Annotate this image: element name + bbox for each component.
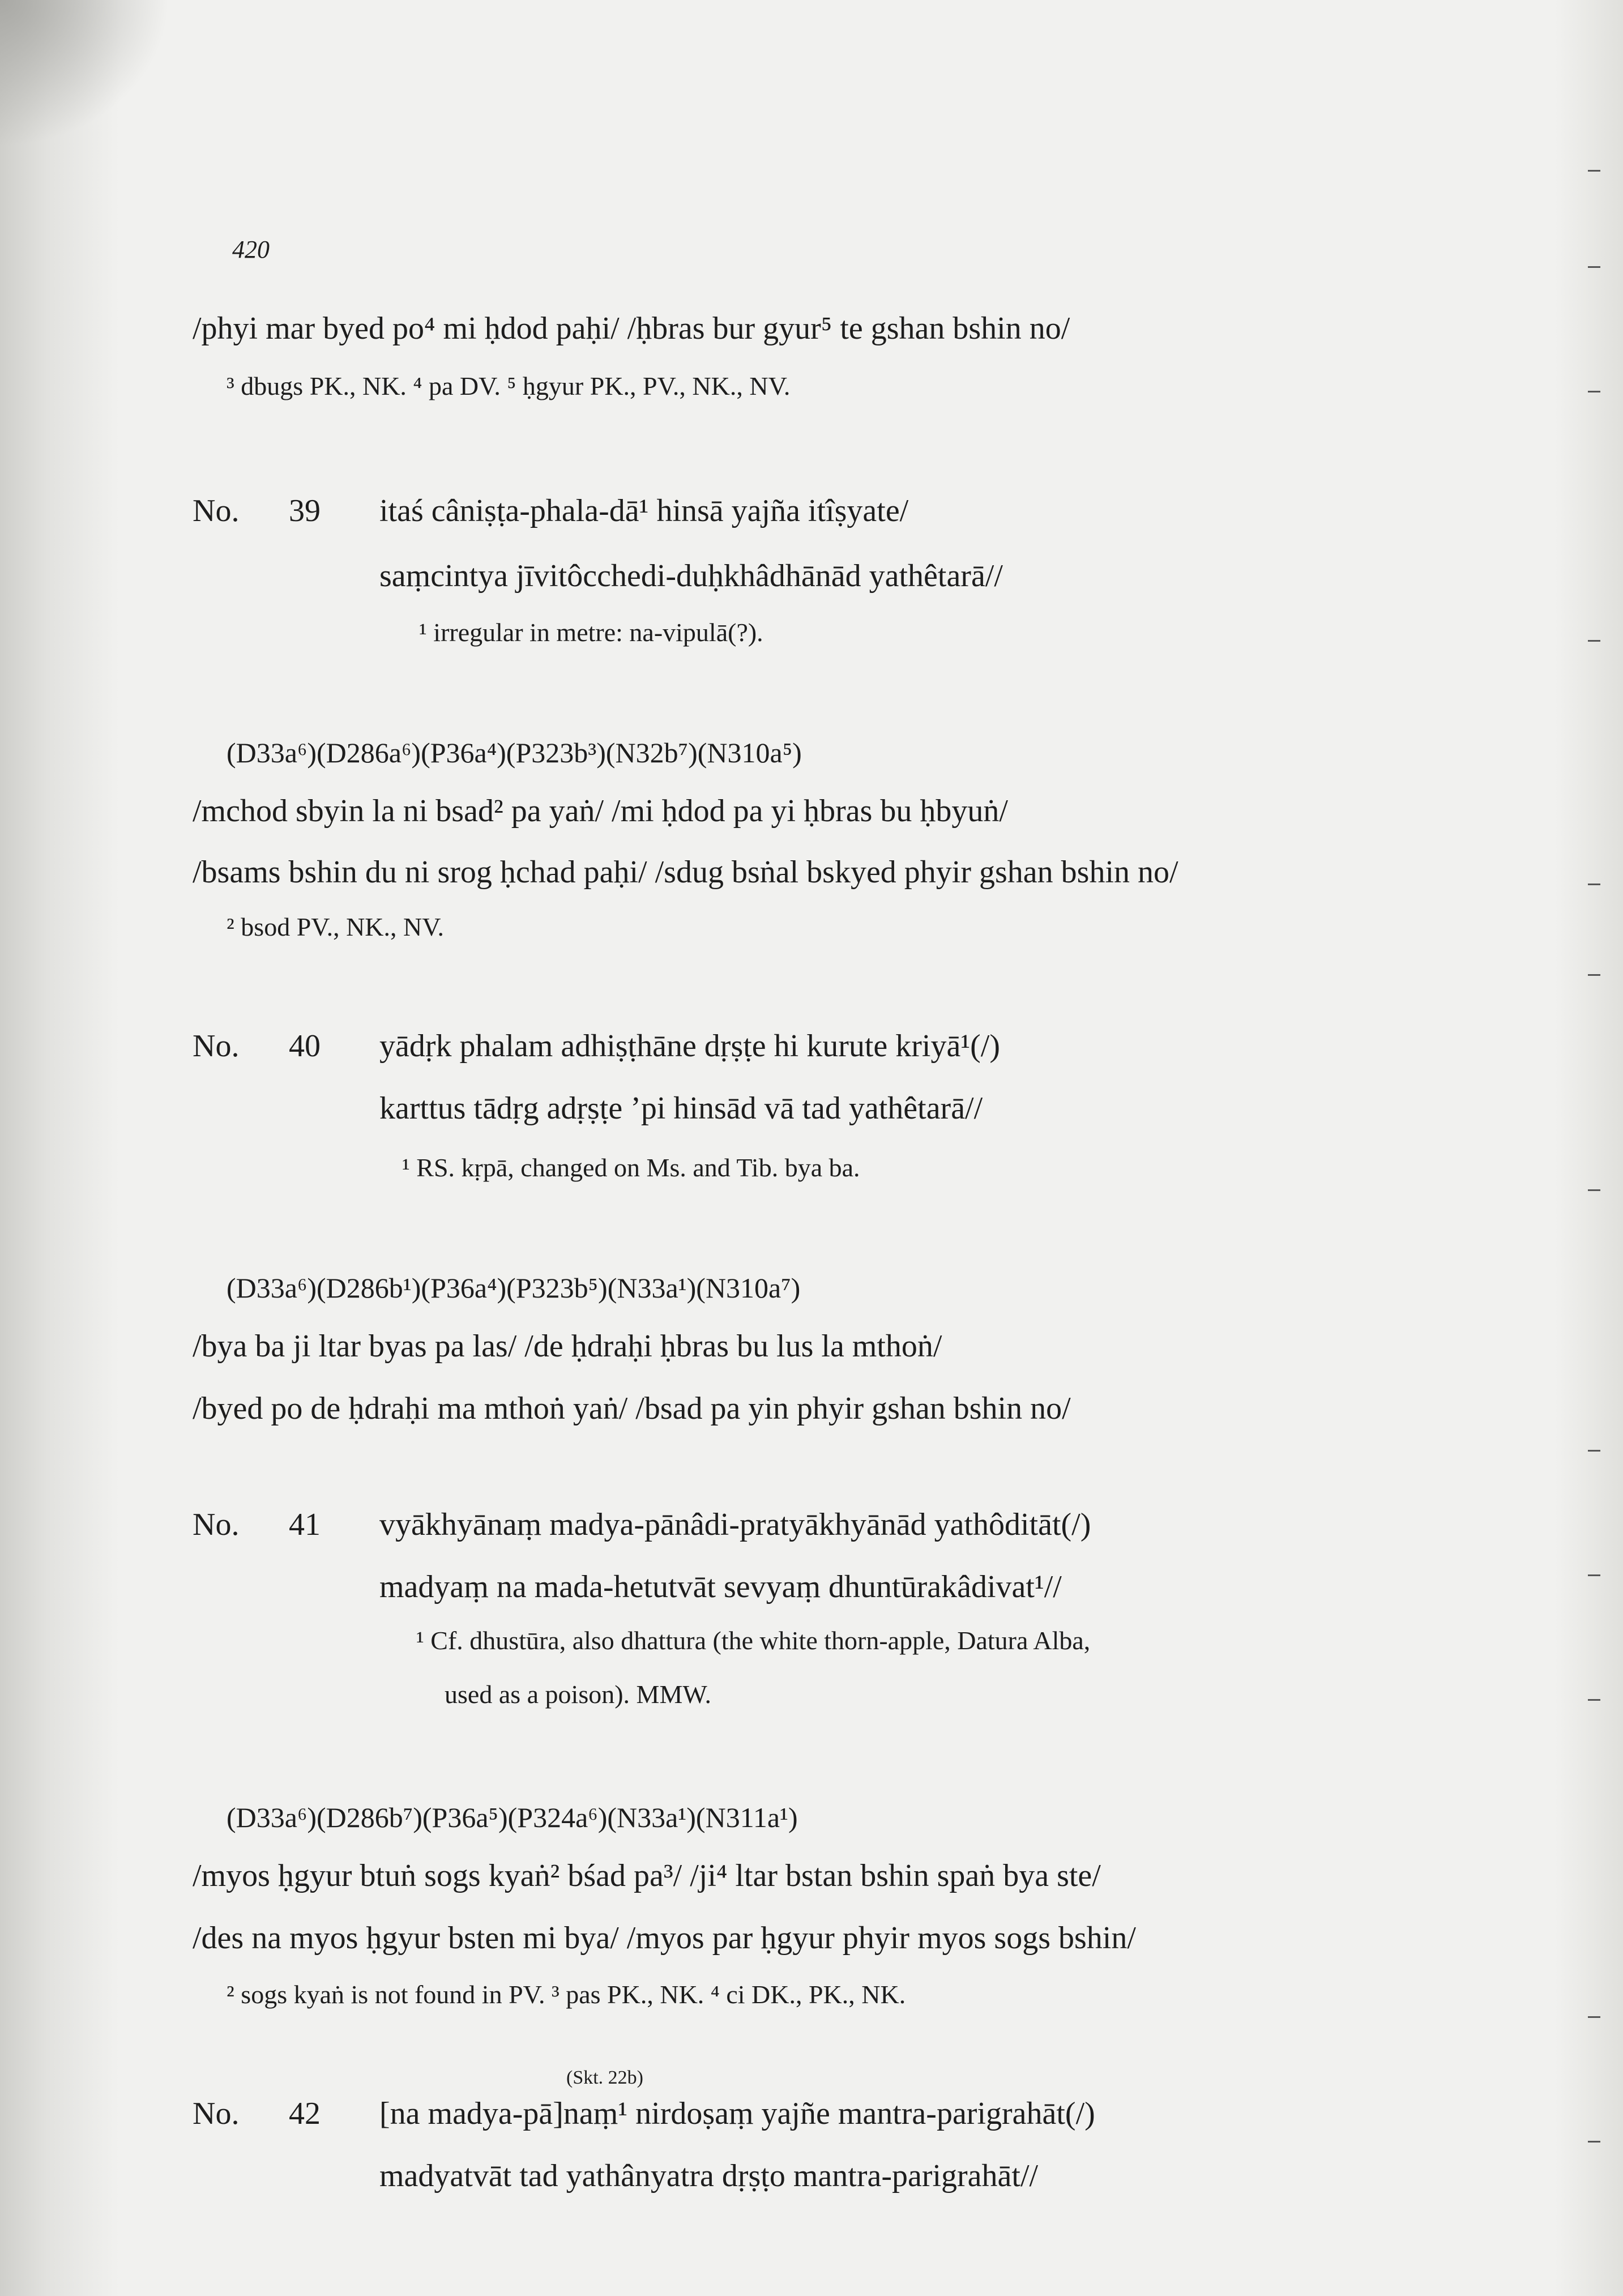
sanskrit-line: karttus tādṛg adṛṣṭe ’pi hinsād vā tad yathêtarā// <box>379 1091 983 1126</box>
sanskrit-line: vyākhyānaṃ madya-pānâdi-pratyākhyānād yathôditāt(/) <box>379 1507 1091 1542</box>
verse-number: 40 <box>289 1028 321 1064</box>
tibetan-line: /byed po de ḥdraḥi ma mthoṅ yaṅ/ /bsad pa yin phyir gshan bshin no/ <box>193 1391 1071 1426</box>
footnote: ² sogs kyaṅ is not found in PV. ³ pas PK., NK. ⁴ ci DK., PK., NK. <box>227 1980 906 2009</box>
scan-shadow-corner <box>0 0 170 147</box>
margin-tick <box>1588 974 1600 976</box>
scan-shadow-left <box>0 0 119 2296</box>
margin-tick <box>1588 1189 1600 1191</box>
verse-number: 39 <box>289 493 321 528</box>
sanskrit-line: itaś câniṣṭa-phala-dā¹ hinsā yajña itîṣyate/ <box>379 493 909 528</box>
footnote: ³ dbugs PK., NK. ⁴ pa DV. ⁵ ḥgyur PK., PV., NK., NV. <box>227 372 791 400</box>
sanskrit-line: saṃcintya jīvitôcchedi-duḥkhâdhānād yathêtarā// <box>379 558 1003 594</box>
margin-tick <box>1588 884 1600 885</box>
page-number: 420 <box>232 236 270 263</box>
folio-references: (D33a⁶)(D286b⁷)(P36a⁵)(P324a⁶)(N33a¹)(N311a¹) <box>227 1802 798 1833</box>
footnote: ¹ Cf. dhustūra, also dhattura (the white thorn-apple, Datura Alba, <box>416 1626 1091 1655</box>
tibetan-line: /phyi mar byed po⁴ mi ḥdod paḥi/ /ḥbras bur gyur⁵ te gshan bshin no/ <box>193 311 1070 346</box>
margin-tick <box>1588 2141 1600 2143</box>
margin-tick <box>1588 2016 1600 2018</box>
scan-shadow-right <box>1555 0 1623 2296</box>
sanskrit-line: madyatvāt tad yathânyatra dṛṣṭo mantra-parigrahāt// <box>379 2158 1039 2193</box>
sanskrit-line: madyaṃ na mada-hetutvāt sevyaṃ dhuntūrakâdivat¹// <box>379 1569 1062 1604</box>
footnote: ² bsod PV., NK., NV. <box>227 912 445 941</box>
folio-references: (D33a⁶)(D286b¹)(P36a⁴)(P323b⁵)(N33a¹)(N310a⁷) <box>227 1272 801 1304</box>
tibetan-line: /bsams bshin du ni srog ḥchad paḥi/ /sdug bsṅal bskyed phyir gshan bshin no/ <box>193 855 1178 890</box>
tibetan-line: /myos ḥgyur btuṅ sogs kyaṅ² bśad pa³/ /ji⁴ ltar bstan bshin spaṅ bya ste/ <box>193 1858 1101 1893</box>
verse-number: 42 <box>289 2096 321 2131</box>
margin-tick <box>1588 391 1600 392</box>
footnote: ¹ irregular in metre: na-vipulā(?). <box>419 618 763 647</box>
footnote: used as a poison). MMW. <box>445 1680 712 1709</box>
tibetan-line: /des na myos ḥgyur bsten mi bya/ /myos par ḥgyur phyir myos sogs bshin/ <box>193 1921 1136 1956</box>
margin-tick <box>1588 266 1600 268</box>
sanskrit-folio-marker: (Skt. 22b) <box>566 2067 643 2088</box>
tibetan-line: /bya ba ji ltar byas pa las/ /de ḥdraḥi ḥbras bu lus la mthoṅ/ <box>193 1329 942 1364</box>
verse-label: No. <box>193 2096 240 2131</box>
verse-number: 41 <box>289 1507 321 1542</box>
sanskrit-line: [na madya-pā]naṃ¹ nirdoṣaṃ yajñe mantra-parigrahāt(/) <box>379 2096 1095 2131</box>
footnote: ¹ RS. kṛpā, changed on Ms. and Tib. bya ba. <box>402 1153 860 1182</box>
verse-label: No. <box>193 1028 240 1064</box>
folio-references: (D33a⁶)(D286a⁶)(P36a⁴)(P323b³)(N32b⁷)(N310a⁵) <box>227 737 802 769</box>
margin-tick <box>1588 640 1600 642</box>
verse-label: No. <box>193 493 240 528</box>
margin-tick <box>1588 1699 1600 1701</box>
margin-tick <box>1588 1574 1600 1576</box>
tibetan-line: /mchod sbyin la ni bsad² pa yaṅ/ /mi ḥdod pa yi ḥbras bu ḥbyuṅ/ <box>193 793 1008 829</box>
sanskrit-line: yādṛk phalam adhiṣṭhāne dṛṣṭe hi kurute kriyā¹(/) <box>379 1028 1000 1064</box>
margin-tick <box>1588 1450 1600 1452</box>
verse-label: No. <box>193 1507 240 1542</box>
margin-tick <box>1588 170 1600 172</box>
